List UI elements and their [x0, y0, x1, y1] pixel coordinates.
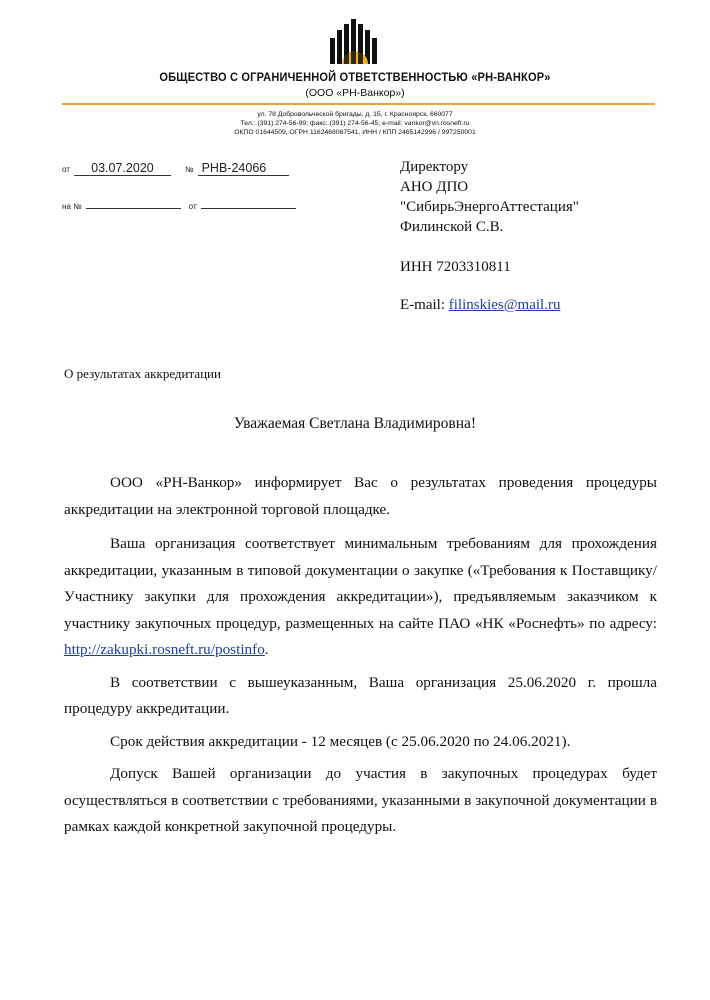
email-label: E-mail:	[400, 297, 449, 313]
recipient-org-type: АНО ДПО	[400, 179, 469, 195]
paragraph-4: Срок действия аккредитации - 12 месяцев (с 25.06.2020 по 24.06.2021).	[110, 732, 571, 750]
paragraph-3: В соответствии с вышеуказанным, Ваша организация 25.06.2020 г. прошла процедуру аккредитации.	[64, 673, 657, 717]
letter-subject: О результатах аккредитации	[64, 366, 221, 381]
company-short-name: (ООО «РН-Ванкор»)	[305, 87, 405, 99]
rosneft-logo-icon	[329, 16, 381, 66]
paragraph-5: Допуск Вашей организации до участия в закупочных процедурах будет осуществляться в соответствии с требованиями, указанными в закупочной документации в рамках каждой конкретной закупочной процедуры.	[64, 765, 657, 835]
letter-body	[64, 470, 657, 841]
recipient-email-line	[400, 295, 579, 315]
ref-number-label: на №	[62, 202, 82, 211]
paragraph-2-end: .	[264, 641, 269, 658]
outgoing-date: 03.07.2020	[74, 161, 171, 176]
recipient-org-name: "СибирьЭнергоАттестация"	[400, 199, 579, 215]
zakupki-link[interactable]: http://zakupki.rosneft.ru/postinfo	[64, 641, 265, 658]
recipient-inn: ИНН 7203310811	[400, 259, 511, 275]
ref-from-label: от	[188, 202, 197, 211]
greeting: Уважаемая Светлана Владимировна!	[233, 415, 477, 432]
outgoing-number: РНВ-24066	[198, 161, 289, 176]
recipient-block	[400, 157, 579, 315]
paragraph-1: ООО «РН-Ванкор» информирует Вас о результатах проведения процедуры аккредитации на электронной торговой площадке.	[64, 474, 657, 518]
ref-date-blank	[201, 199, 296, 209]
company-registration-codes: ОКПО 01644509, ОГРН 1162468067541, ИНН / КПП 2465142996 / 997250001	[234, 129, 476, 136]
ref-number-blank	[86, 199, 181, 209]
recipient-email-link[interactable]: filinskies@mail.ru	[448, 297, 561, 313]
date-from-label: от	[62, 165, 70, 174]
header-divider	[62, 103, 655, 105]
recipient-position: Директору	[400, 159, 469, 175]
reference-field	[62, 196, 296, 214]
company-contacts: Тел.: (391) 274-56-99; факс: (391) 274-56-45; e-mail: vankor@vn.rosneft.ru	[240, 120, 470, 127]
number-label: №	[185, 165, 194, 174]
company-address: ул. 78 Добровольческой бригады, д. 15, г. Красноярск, 660077	[257, 111, 453, 118]
recipient-name: Филинской С.В.	[400, 219, 504, 235]
outgoing-date-field	[62, 159, 171, 177]
outgoing-number-field	[185, 159, 289, 177]
company-full-name: ОБЩЕСТВО С ОГРАНИЧЕННОЙ ОТВЕТСТВЕННОСТЬЮ «РН-ВАНКОР»	[159, 70, 551, 84]
paragraph-2	[64, 531, 657, 664]
paragraph-2-text: Ваша организация соответствует минимальным требованиям для прохождения аккредитации, указанным в типовой документации о закупке («Требования к Поставщику/Участнику закупки для прохождения аккредитации»), предъявляемым заказчиком к участнику закупочных процедур, размещенных на сайте ПАО «НК «Роснефть» по адресу:	[64, 535, 657, 632]
